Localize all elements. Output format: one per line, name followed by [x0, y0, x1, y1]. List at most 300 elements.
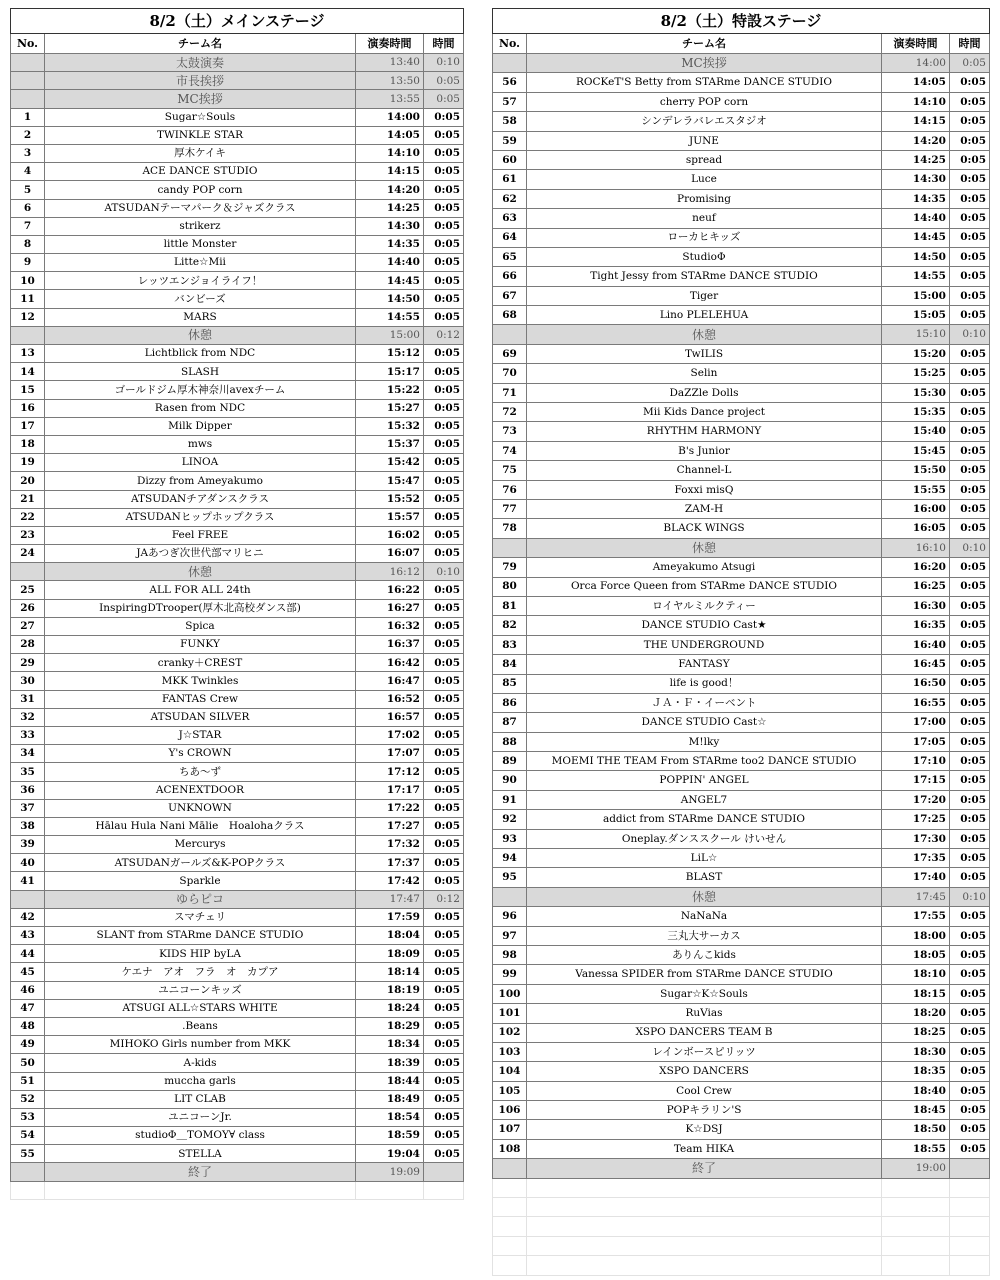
schedule-no: 91: [493, 790, 527, 809]
table-row: [11, 799, 464, 817]
start-time: 18:25: [881, 1023, 949, 1042]
col-header-team: チーム名: [45, 34, 356, 54]
duration: 0:10: [949, 325, 989, 344]
table-row: [11, 1090, 464, 1108]
duration: 0:05: [949, 131, 989, 150]
duration: 0:05: [949, 558, 989, 577]
start-time: 18:04: [355, 927, 423, 945]
duration: 0:05: [949, 926, 989, 945]
schedule-no: 92: [493, 810, 527, 829]
team-name: spread: [527, 150, 882, 169]
empty-cell: [45, 1181, 356, 1199]
team-name: strikerz: [45, 217, 356, 235]
empty-cell: [949, 1236, 989, 1255]
duration: 0:05: [423, 472, 463, 490]
team-name: JUNE: [527, 131, 882, 150]
team-name: ローカヒキッズ: [527, 228, 882, 247]
duration: 0:05: [423, 654, 463, 672]
table-row: [493, 73, 990, 92]
start-time: 14:30: [355, 217, 423, 235]
duration: 0:05: [949, 732, 989, 751]
empty-cell: [881, 1178, 949, 1197]
duration: 0:05: [423, 1090, 463, 1108]
empty-cell: [527, 1178, 882, 1197]
team-name: 太鼓演奏: [45, 54, 356, 72]
table-row: [493, 732, 990, 751]
table-row: [493, 403, 990, 422]
team-name: ALL FOR ALL 24th: [45, 581, 356, 599]
table-row: [493, 480, 990, 499]
col-header-no: No.: [11, 34, 45, 54]
duration: 0:05: [949, 655, 989, 674]
duration: 0:05: [423, 908, 463, 926]
duration: 0:05: [423, 72, 463, 90]
table-row: [493, 228, 990, 247]
team-name: ANGEL7: [527, 790, 882, 809]
team-name: DANCE STUDIO Cast★: [527, 616, 882, 635]
duration: 0:05: [949, 849, 989, 868]
empty-cell: [11, 1181, 45, 1199]
team-name: B's Junior: [527, 441, 882, 460]
start-time: 17:45: [881, 887, 949, 906]
duration: 0:05: [423, 345, 463, 363]
duration: 0:05: [949, 170, 989, 189]
team-name: Feel FREE: [45, 526, 356, 544]
start-time: 16:47: [355, 672, 423, 690]
team-name: レッツエンジョイライフ！: [45, 272, 356, 290]
start-time: 15:52: [355, 490, 423, 508]
schedule-no: 85: [493, 674, 527, 693]
team-name: FUNKY: [45, 636, 356, 654]
start-time: 18:50: [881, 1120, 949, 1139]
team-name: Litte☆Mii: [45, 254, 356, 272]
start-time: 16:25: [881, 577, 949, 596]
break-row: [11, 890, 464, 908]
table-row: [11, 636, 464, 654]
team-name: ケエナ アオ フラ オ カプア: [45, 963, 356, 981]
start-time: 17:07: [355, 745, 423, 763]
team-name: FANTAS Crew: [45, 690, 356, 708]
table-row: [11, 581, 464, 599]
team-name: StudioΦ: [527, 247, 882, 266]
start-time: 18:54: [355, 1108, 423, 1126]
team-name: TwILIS: [527, 344, 882, 363]
table-row: [11, 999, 464, 1017]
start-time: 15:35: [881, 403, 949, 422]
start-time: 17:05: [881, 732, 949, 751]
schedule-no: 46: [11, 981, 45, 999]
table-row: [11, 272, 464, 290]
schedule-no: 27: [11, 617, 45, 635]
duration: 0:05: [423, 381, 463, 399]
schedule-no: 68: [493, 306, 527, 325]
start-time: 18:14: [355, 963, 423, 981]
start-time: 15:50: [881, 461, 949, 480]
table-row: [493, 713, 990, 732]
schedule-no: 80: [493, 577, 527, 596]
schedule-no: 15: [11, 381, 45, 399]
break-row: [11, 326, 464, 344]
schedule-no: 28: [11, 636, 45, 654]
schedule-no: 3: [11, 144, 45, 162]
start-time: 17:55: [881, 907, 949, 926]
team-name: BLACK WINGS: [527, 519, 882, 538]
team-name: DANCE STUDIO Cast☆: [527, 713, 882, 732]
empty-cell: [493, 1198, 527, 1217]
duration: 0:05: [949, 829, 989, 848]
table-row: [11, 217, 464, 235]
duration: 0:10: [423, 54, 463, 72]
start-time: 17:12: [355, 763, 423, 781]
schedule-no: 41: [11, 872, 45, 890]
duration: 0:05: [949, 1023, 989, 1042]
schedule-no: 67: [493, 286, 527, 305]
start-time: 16:05: [881, 519, 949, 538]
table-row: [493, 926, 990, 945]
team-name: UNKNOWN: [45, 799, 356, 817]
team-name: Lichtblick from NDC: [45, 345, 356, 363]
duration: 0:05: [423, 726, 463, 744]
team-name: Sugar☆Souls: [45, 108, 356, 126]
start-time: 14:55: [355, 308, 423, 326]
team-name: Sparkle: [45, 872, 356, 890]
team-name: ATSUDANテーマパーク＆ジャズクラス: [45, 199, 356, 217]
col-header-start: 演奏時間: [881, 34, 949, 54]
start-time: 14:05: [355, 126, 423, 144]
start-time: 14:45: [355, 272, 423, 290]
table-row: [493, 810, 990, 829]
schedule-no: 63: [493, 209, 527, 228]
stage-title: 8/2（土）特設ステージ: [493, 9, 990, 34]
schedule-no: 83: [493, 635, 527, 654]
team-name: MIHOKO Girls number from MKK: [45, 1036, 356, 1054]
schedule-no: 72: [493, 403, 527, 422]
team-name: ATSUDAN SILVER: [45, 708, 356, 726]
schedule-no: 70: [493, 364, 527, 383]
schedule-no: [11, 54, 45, 72]
team-name: Ameyakumo Atsugi: [527, 558, 882, 577]
table-row: [493, 112, 990, 131]
team-name: FANTASY: [527, 655, 882, 674]
header-row: [493, 34, 990, 54]
duration: 0:05: [423, 399, 463, 417]
table-row: [11, 163, 464, 181]
team-name: studioΦ＿TOMOY∀ class: [45, 1127, 356, 1145]
schedule-no: 88: [493, 732, 527, 751]
team-name: LiL☆: [527, 849, 882, 868]
team-name: THE UNDERGROUND: [527, 635, 882, 654]
empty-cell: [949, 1198, 989, 1217]
team-name: Sugar☆K☆Souls: [527, 984, 882, 1003]
schedule-no: 52: [11, 1090, 45, 1108]
start-time: 19:04: [355, 1145, 423, 1163]
duration: 0:05: [423, 708, 463, 726]
duration: 0:05: [949, 364, 989, 383]
table-row: [493, 209, 990, 228]
schedule-no: 53: [11, 1108, 45, 1126]
team-name: mws: [45, 435, 356, 453]
team-name: 休憩: [45, 326, 356, 344]
start-time: 18:10: [881, 965, 949, 984]
team-name: POPキラリン'S: [527, 1101, 882, 1120]
team-name: Mii Kids Dance project: [527, 403, 882, 422]
header-row: [11, 34, 464, 54]
schedule-no: 36: [11, 781, 45, 799]
start-time: 17:32: [355, 836, 423, 854]
col-header-no: No.: [493, 34, 527, 54]
start-time: 18:49: [355, 1090, 423, 1108]
schedule-no: 31: [11, 690, 45, 708]
schedule-no: 1: [11, 108, 45, 126]
team-name: Tight Jessy from STARme DANCE STUDIO: [527, 267, 882, 286]
team-name: ユニコーンJr.: [45, 1108, 356, 1126]
duration: 0:05: [949, 150, 989, 169]
schedule-no: 71: [493, 383, 527, 402]
duration: 0:05: [949, 965, 989, 984]
table-row: [493, 1004, 990, 1023]
start-time: 15:10: [881, 325, 949, 344]
duration: 0:05: [949, 752, 989, 771]
start-time: 17:10: [881, 752, 949, 771]
schedule-no: 47: [11, 999, 45, 1017]
start-time: 16:57: [355, 708, 423, 726]
duration: 0:05: [949, 596, 989, 615]
empty-cell: [881, 1256, 949, 1275]
schedule-no: 2: [11, 126, 45, 144]
team-name: ATSUDANガールズ&K-POPクラス: [45, 854, 356, 872]
schedule-no: 39: [11, 836, 45, 854]
team-name: muccha garls: [45, 1072, 356, 1090]
table-row: [11, 381, 464, 399]
duration: 0:05: [423, 308, 463, 326]
start-time: 17:25: [881, 810, 949, 829]
schedule-no: 102: [493, 1023, 527, 1042]
team-name: TWINKLE STAR: [45, 126, 356, 144]
duration: 0:05: [423, 1017, 463, 1035]
start-time: 16:12: [355, 563, 423, 581]
schedule-no: 106: [493, 1101, 527, 1120]
team-name: .Beans: [45, 1017, 356, 1035]
start-time: 14:15: [881, 112, 949, 131]
col-header-duration: 時間: [949, 34, 989, 54]
team-name: ＪＡ・Ｆ・イーベント: [527, 693, 882, 712]
team-name: STELLA: [45, 1145, 356, 1163]
start-time: 14:15: [355, 163, 423, 181]
duration: 0:05: [949, 907, 989, 926]
duration: 0:10: [949, 538, 989, 557]
schedule-no: 87: [493, 713, 527, 732]
table-row: [11, 927, 464, 945]
start-time: 18:39: [355, 1054, 423, 1072]
table-row: [493, 558, 990, 577]
team-name: RHYTHM HARMONY: [527, 422, 882, 441]
schedule-no: 7: [11, 217, 45, 235]
team-name: M!lky: [527, 732, 882, 751]
start-time: 14:40: [355, 254, 423, 272]
schedule-no: 24: [11, 545, 45, 563]
table-row: [493, 1101, 990, 1120]
table-row: [493, 945, 990, 964]
schedule-no: 37: [11, 799, 45, 817]
team-name: LINOA: [45, 454, 356, 472]
start-time: 18:15: [881, 984, 949, 1003]
duration: 0:05: [423, 363, 463, 381]
schedule-no: 11: [11, 290, 45, 308]
table-row: [11, 1017, 464, 1035]
start-time: 16:40: [881, 635, 949, 654]
duration: 0:05: [423, 526, 463, 544]
start-time: 13:40: [355, 54, 423, 72]
schedule-no: 20: [11, 472, 45, 490]
table-row: [493, 344, 990, 363]
table-row: [493, 150, 990, 169]
start-time: 17:42: [355, 872, 423, 890]
schedule-no: 59: [493, 131, 527, 150]
start-time: 18:40: [881, 1081, 949, 1100]
duration: 0:05: [423, 836, 463, 854]
table-row: [11, 817, 464, 835]
break-row: [493, 538, 990, 557]
duration: 0:05: [423, 872, 463, 890]
table-row: [11, 963, 464, 981]
duration: 0:05: [949, 713, 989, 732]
duration: 0:05: [423, 199, 463, 217]
table-row: [493, 247, 990, 266]
title-row: [493, 9, 990, 34]
start-time: 18:55: [881, 1139, 949, 1158]
start-time: 18:44: [355, 1072, 423, 1090]
empty-row: [493, 1178, 990, 1197]
empty-cell: [881, 1198, 949, 1217]
start-time: 14:30: [881, 170, 949, 189]
duration: 0:05: [949, 693, 989, 712]
team-name: Y's CROWN: [45, 745, 356, 763]
duration: 0:05: [423, 508, 463, 526]
table-row: [11, 454, 464, 472]
duration: 0:05: [949, 635, 989, 654]
duration: 0:05: [949, 577, 989, 596]
schedule-no: 51: [11, 1072, 45, 1090]
start-time: 17:35: [881, 849, 949, 868]
team-name: InspiringDTrooper(厚木北高校ダンス部): [45, 599, 356, 617]
start-time: 15:22: [355, 381, 423, 399]
empty-cell: [493, 1178, 527, 1197]
empty-row: [11, 1181, 464, 1199]
table-row: [493, 306, 990, 325]
schedule-no: 79: [493, 558, 527, 577]
duration: 0:05: [423, 927, 463, 945]
duration: 0:05: [423, 1145, 463, 1163]
schedule-no: [493, 538, 527, 557]
break-row: [493, 325, 990, 344]
duration: 0:05: [949, 480, 989, 499]
team-name: Spica: [45, 617, 356, 635]
schedule-no: [493, 1159, 527, 1178]
start-time: 14:50: [355, 290, 423, 308]
team-name: K☆DSJ: [527, 1120, 882, 1139]
start-time: 18:24: [355, 999, 423, 1017]
empty-row: [493, 1217, 990, 1236]
break-row: [493, 887, 990, 906]
start-time: 15:45: [881, 441, 949, 460]
duration: 0:05: [949, 286, 989, 305]
duration: 0:05: [423, 763, 463, 781]
team-name: ゆらピコ: [45, 890, 356, 908]
schedule-no: 66: [493, 267, 527, 286]
start-time: 16:37: [355, 636, 423, 654]
schedule-no: [493, 54, 527, 73]
team-name: LIT CLAB: [45, 1090, 356, 1108]
start-time: 17:00: [881, 713, 949, 732]
table-row: [11, 254, 464, 272]
duration: 0:05: [949, 790, 989, 809]
team-name: MC挨拶: [45, 90, 356, 108]
start-time: 18:05: [881, 945, 949, 964]
start-time: 18:59: [355, 1127, 423, 1145]
empty-row: [493, 1236, 990, 1255]
team-name: J☆STAR: [45, 726, 356, 744]
team-name: SLANT from STARme DANCE STUDIO: [45, 927, 356, 945]
schedule-no: 16: [11, 399, 45, 417]
schedule-no: 34: [11, 745, 45, 763]
table-row: [11, 981, 464, 999]
duration: 0:05: [423, 963, 463, 981]
schedule-no: [11, 326, 45, 344]
duration: 0:05: [949, 1062, 989, 1081]
table-row: [11, 1127, 464, 1145]
duration: 0:05: [423, 1036, 463, 1054]
empty-cell: [527, 1236, 882, 1255]
start-time: 14:00: [881, 54, 949, 73]
duration: 0:05: [949, 1042, 989, 1061]
schedule-no: 18: [11, 435, 45, 453]
duration: 0:05: [423, 672, 463, 690]
team-name: Promising: [527, 189, 882, 208]
table-row: [11, 708, 464, 726]
team-name: Vanessa SPIDER from STARme DANCE STUDIO: [527, 965, 882, 984]
schedule-no: 22: [11, 508, 45, 526]
start-time: 15:17: [355, 363, 423, 381]
duration: 0:05: [949, 1101, 989, 1120]
duration: 0:05: [949, 616, 989, 635]
team-name: ちあ～ず: [45, 763, 356, 781]
team-name: ACE DANCE STUDIO: [45, 163, 356, 181]
start-time: 16:27: [355, 599, 423, 617]
schedule-no: [493, 325, 527, 344]
team-name: 休憩: [45, 563, 356, 581]
duration: 0:05: [949, 247, 989, 266]
start-time: 13:50: [355, 72, 423, 90]
duration: 0:12: [423, 890, 463, 908]
schedule-no: [11, 890, 45, 908]
team-name: JAあつぎ次世代部マリヒニ: [45, 545, 356, 563]
duration: 0:05: [423, 272, 463, 290]
team-name: MC挨拶: [527, 54, 882, 73]
table-row: [11, 472, 464, 490]
empty-cell: [493, 1256, 527, 1275]
start-time: 14:10: [355, 144, 423, 162]
schedule-no: 84: [493, 655, 527, 674]
schedule-no: 42: [11, 908, 45, 926]
duration: 0:05: [949, 771, 989, 790]
duration: 0:05: [423, 235, 463, 253]
start-time: 14:35: [881, 189, 949, 208]
duration: 0:05: [949, 422, 989, 441]
duration: 0:05: [949, 267, 989, 286]
team-name: neuf: [527, 209, 882, 228]
team-name: Oneplay.ダンススクール けいせん: [527, 829, 882, 848]
start-time: 17:17: [355, 781, 423, 799]
